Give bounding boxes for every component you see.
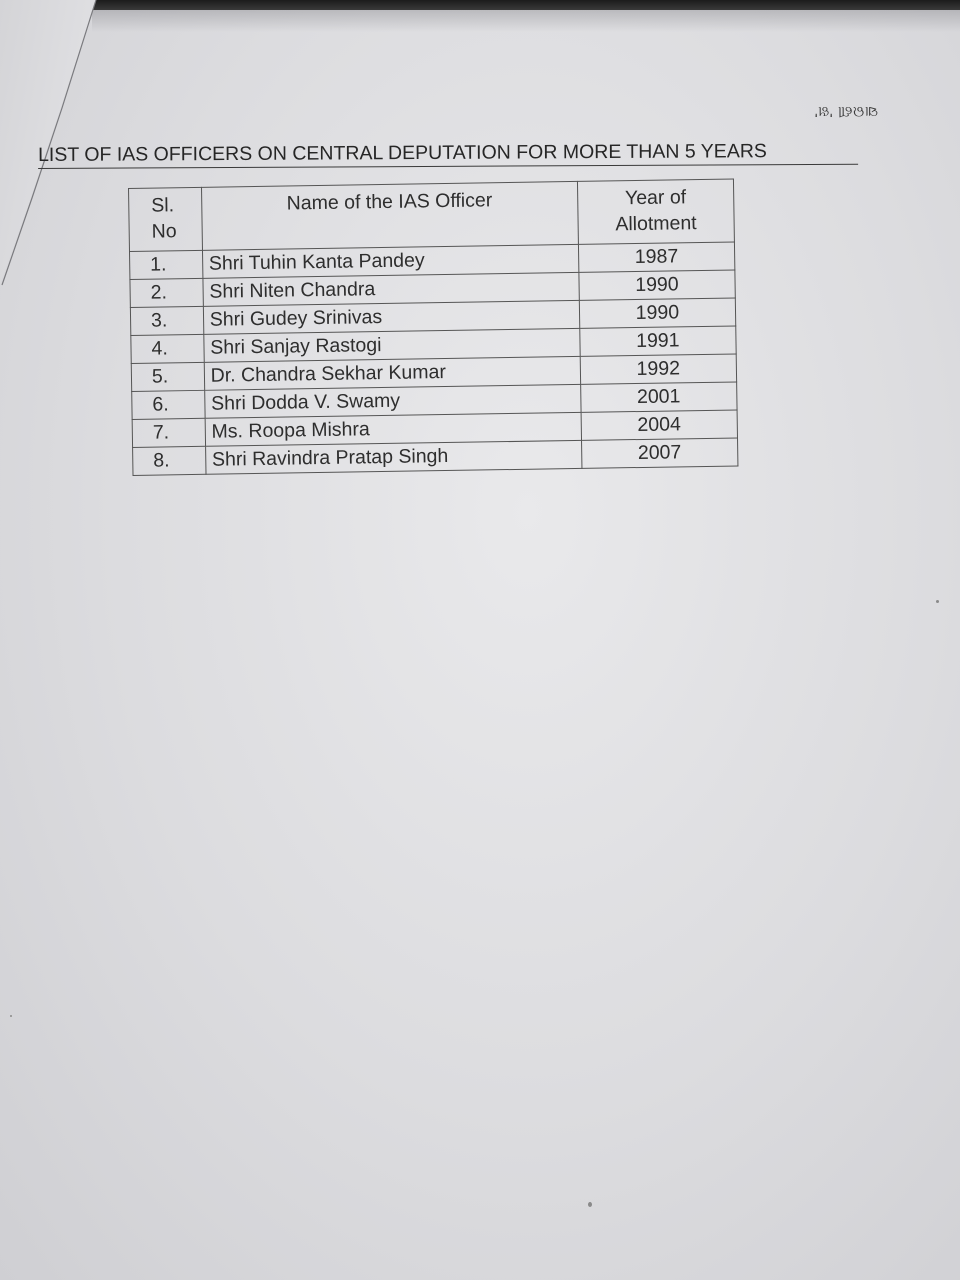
paper-speck	[936, 600, 939, 603]
cell-sl: 2.	[130, 278, 203, 307]
cell-name: Shri Ravindra Pratap Singh	[205, 440, 581, 474]
cell-year: 1990	[579, 298, 736, 328]
cell-name: Dr. Chandra Sekhar Kumar	[204, 356, 580, 390]
officers-table-container	[128, 178, 738, 475]
cell-sl: 3.	[130, 306, 203, 335]
cell-name: Shri Gudey Srinivas	[203, 300, 579, 334]
header-officer-name	[201, 181, 578, 250]
table-header-row	[129, 179, 735, 251]
cell-name: Ms. Roopa Mishra	[205, 412, 581, 446]
cell-year: 1990	[579, 270, 736, 300]
paper-top-edge	[92, 0, 960, 10]
odia-annexure-label: ସାରଣୀ 'ଖ'	[814, 103, 878, 120]
cell-year: 2001	[580, 382, 737, 412]
cell-year: 1991	[579, 326, 736, 356]
header-sl-line2: No	[151, 220, 177, 243]
header-year-line2: Allotment	[615, 212, 697, 236]
cell-year: 2007	[581, 438, 738, 468]
header-name-text: Name of the IAS Officer	[286, 189, 493, 215]
cell-name: Shri Sanjay Rastogi	[204, 328, 580, 362]
cell-name: Shri Tuhin Kanta Pandey	[202, 244, 578, 278]
cell-year: 1992	[580, 354, 737, 384]
header-year-of-allotment	[577, 179, 734, 244]
header-year-line1: Year of	[624, 186, 687, 210]
cell-sl: 5.	[131, 362, 204, 391]
officers-table	[128, 178, 738, 475]
cell-year: 1987	[578, 242, 735, 272]
cell-sl: 8.	[133, 446, 206, 475]
page-title: LIST OF IAS OFFICERS ON CENTRAL DEPUTATION FOR MORE THAN 5 YEARS	[38, 140, 858, 169]
cell-sl: 7.	[132, 418, 205, 447]
cell-sl: 6.	[132, 390, 205, 419]
cell-sl: 1.	[129, 250, 202, 279]
paper-top-shadow	[92, 10, 960, 32]
cell-sl: 4.	[131, 334, 204, 363]
header-sl-no	[129, 187, 203, 251]
cell-year: 2004	[581, 410, 738, 440]
paper-speck	[10, 1015, 12, 1017]
paper-speck	[588, 1202, 592, 1207]
header-sl-line1: Sl.	[151, 194, 175, 217]
cell-name: Shri Dodda V. Swamy	[204, 384, 580, 418]
cell-name: Shri Niten Chandra	[203, 272, 579, 306]
